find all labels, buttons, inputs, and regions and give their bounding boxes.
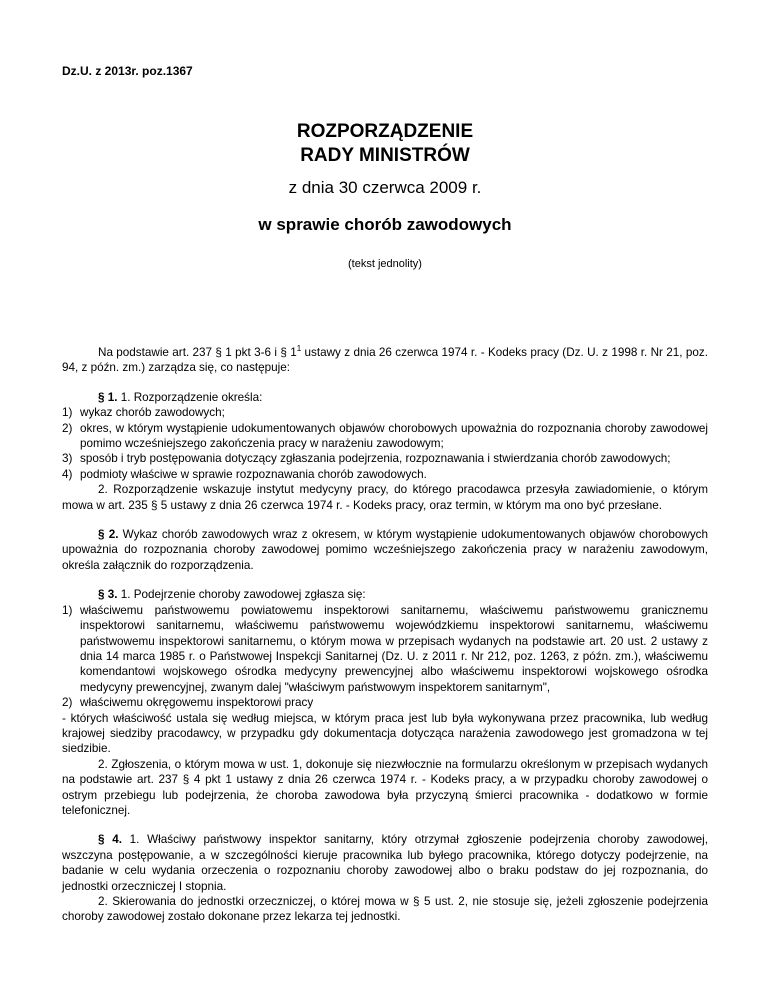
section-mark: § 1.: [98, 390, 118, 404]
section-4-paragraph-2: 2. Skierowania do jednostki orzeczniczej, o której mowa w § 5 ust. 2, nie stosuje się, jeżeli zgłoszenie podejrzenia choroby zawodowej zostało dokonane przez lekarza tej jednostki.: [62, 895, 708, 924]
section-2: § 2. Wykaz chorób zawodowych wraz z okresem, w którym wystąpienie udokumentowanych objawów chorobowych upoważnia do rozpoznania choroby zawodowej pomimo wcześniejszego zakończenia pracy w narażeniu zawodowym, określa załącznik do rozporządzenia.: [62, 528, 709, 572]
document-subject: w sprawie chorób zawodowych: [258, 215, 512, 234]
section-3: [62, 587, 708, 818]
section-4-paragraph-1: § 4. 1. Właściwy państwowy inspektor sanitarny, który otrzymał zgłoszenie podejrzenia choroby zawodowej, wszczyna postępowanie, a w szczególności kieruje pracownika lub byłego pracownika, którego dotyczy podejrzenie, na badanie w celu wydania orzeczenia o rozpoznaniu choroby zawodowej albo o braku podstaw do jej rozpoznania, do jednostki orzeczniczej I stopnia.: [62, 833, 708, 893]
section-1-paragraph-2: 2. Rozporządzenie wskazuje instytut medycyny pracy, do którego pracodawca przesyła zawiadomienie, o którym mowa w art. 235 § 5 ustawy z dnia 26 czerwca 1974 r. - Kodeks pracy, oraz termin, w którym ma ono być przesłane.: [62, 483, 708, 512]
document-title: [62, 120, 708, 168]
journal-reference: Dz.U. z 2013r. poz.1367: [62, 64, 193, 78]
section-1-intro: § 1. 1. Rozporządzenie określa:: [98, 390, 263, 404]
section-3-intro: § 3. 1. Podejrzenie choroby zawodowej zgłasza się:: [98, 588, 366, 602]
list-item: 1) wykaz chorób zawodowych;: [62, 406, 225, 420]
section-mark: § 2.: [98, 528, 119, 542]
title-line-2: RADY MINISTRÓW: [300, 145, 470, 166]
document-date: z dnia 30 czerwca 2009 r.: [288, 178, 482, 197]
consolidated-text-note: (tekst jednolity): [348, 258, 422, 270]
section-mark: § 3.: [98, 588, 118, 602]
title-line-1: ROZPORZĄDZENIE: [296, 121, 474, 142]
section-4: [62, 832, 708, 924]
section-1: [62, 390, 708, 513]
list-item: 1) właściwemu państwowemu powiatowemu inspektorowi sanitarnemu, właściwemu państwowemu granicznemu inspektorowi sanitarnemu, właściwemu państwowemu wojewódzkiemu inspektorowi sanitarnemu, właściwemu państwowemu inspektorowi sanitarnemu, o którym mowa w przepisach wydanych na podstawie art. 20 ust. 2 ustawy z dnia 14 marca 1985 r. o Państwowej Inspekcji Sanitarnej (Dz. U. z 2011 r. Nr 212, poz. 1263, z późn. zm.), właściwemu komendantowi wojskowego ośrodka medycyny prewencyjnej albo właściwemu inspektorowi wojskowego ośrodka medycyny prewencyjnej, zwanym dalej "właściwym państwowym inspektorem sanitarnym",: [62, 603, 708, 694]
section-3-paragraph-2: 2. Zgłoszenia, o którym mowa w ust. 1, dokonuje się niezwłocznie na formularzu określonym w przepisach wydanych na podstawie art. 237 § 4 pkt 1 ustawy z dnia 26 czerwca 1974 r. - Kodeks pracy, a w przypadku choroby zawodowej o ostrym przebiegu lub podejrzenia, że choroba zawodowa była przyczyną śmierci pracownika - dodatkowo w formie telefonicznej.: [62, 757, 708, 817]
list-item: 2) właściwemu okręgowemu inspektorowi pracy: [62, 696, 314, 710]
list-item: 3) sposób i tryb postępowania dotyczący zgłaszania podejrzenia, rozpoznawania i stwierdzania chorób zawodowych;: [62, 452, 671, 466]
list-item: 2) okres, w którym wystąpienie udokumentowanych objawów chorobowych upoważnia do rozpoznania choroby zawodowej pomimo wcześniejszego zakończenia pracy w narażeniu zawodowym;: [62, 421, 708, 451]
preamble: Na podstawie art. 237 § 1 pkt 3-6 i § $1^1$ ustawy z dnia 26 czerwca 1974 r. - Kodeks pracy (Dz. U. z 1998 r. Nr 21, poz. 94, z późn. zm.) zarządza się, co następuje:: [62, 344, 708, 375]
list-item: 4) podmioty właściwe w sprawie rozpoznawania chorób zawodowych.: [62, 467, 427, 481]
document-body: [62, 345, 708, 925]
section-3-tail: - których właściwość ustala się według miejsca, w którym praca jest lub była wykonywana przez pracownika, lub według krajowej siedziby pracodawcy, w przypadku gdy dokumentacja dotycząca narażenia zawodowego jest gromadzona w tej siedzibie.: [62, 711, 708, 756]
section-mark: § 4.: [98, 833, 122, 847]
